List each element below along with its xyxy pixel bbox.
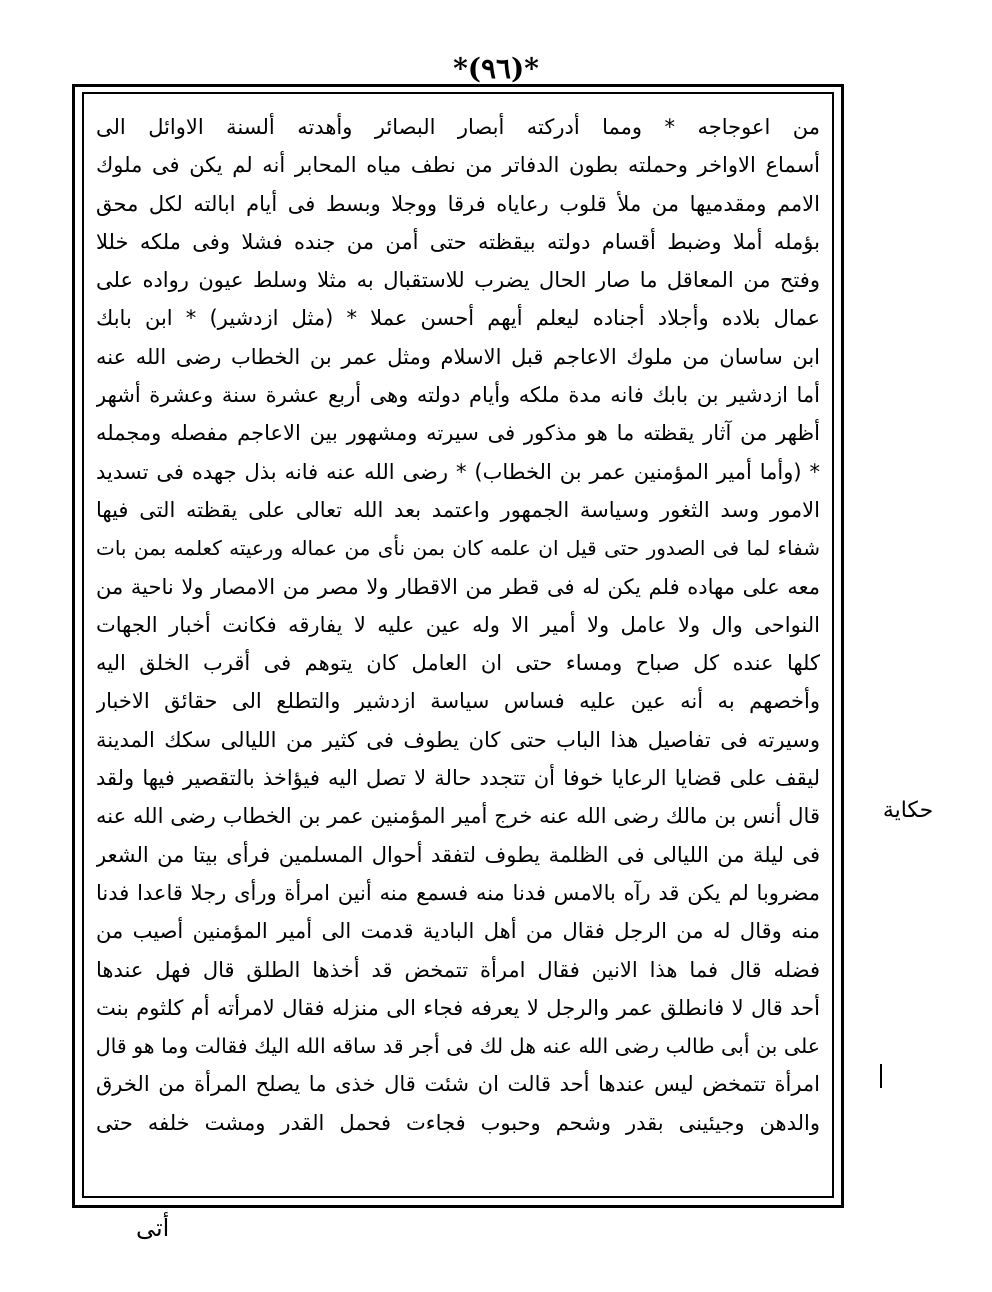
text-line: * (وأما أمير المؤمنين عمر بن الخطاب) * رضى الله عنه فانه بذل جهده فى تسديد xyxy=(96,459,820,484)
text-line: ابن ساسان من ملوك الاعاجم قبل الاسلام ومثل عمر بن الخطاب رضى الله عنه xyxy=(96,344,820,369)
text-line: النواحى وال ولا عامل ولا أمير الا وله عين عليه لا يفارقه فكانت أخبار الجهات xyxy=(96,612,820,637)
main-text-block xyxy=(96,108,820,1188)
text-line: فضله قال فما هذا الانين فقال امرأة تتمخض قد أخذها الطلق قال فهل عندها xyxy=(96,957,820,982)
text-line: امرأة تتمخض ليس عندها أحد قالت ان شئت قال خذى ما يصلح المرأة من الخرق xyxy=(96,1072,820,1097)
text-line: بؤمله أملا وضبط أقسام دولته بيقظته حتى أمن من جنده فشلا وفى ملكه خللا xyxy=(96,229,820,254)
text-line: ليقف على قضايا الرعايا خوفا أن تتجدد حالة لا تصل اليه فيؤاخذ بالتقصير فيها ولقد xyxy=(96,766,820,791)
text-line: أسماع الاواخر وحملته بطون الدفاتر من نطف مياه المحابر أنه لم يكن فى ملوك xyxy=(96,153,820,178)
text-line: وسيرته فى تفاصيل هذا الباب حتى كان يطوف فى كثير من الليالى سكك المدينة xyxy=(96,727,820,752)
text-line: وأخصهم به أنه عين عليه فساس سياسة ازدشير والتطلع الى حقائق الاخبار xyxy=(96,689,820,714)
text-line: وفتح من المعاقل ما صار الحال يضرب للاستقبال به مثلا وسلط عيون رواده على xyxy=(96,268,820,293)
text-line: أما ازدشير بن بابك فانه مدة ملكه وأيام دولته وهى أربع عشرة سنة وعشرة أشهر xyxy=(96,383,820,408)
text-line: معه على مهاده فلم يكن له فى قطر من الاقطار ولا مصر من الامصار ولا ناحية من xyxy=(96,574,820,599)
text-line: أظهر من آثار يقظته ما هو مذكور فى سيرته ومشهور بين الاعاجم مفصله ومجمله xyxy=(96,421,820,446)
text-line: فى ليلة من الليالى فى الظلمة يطوف لتفقد أحوال المسلمين فرأى بيتا من الشعر xyxy=(96,842,820,867)
text-line: والدهن وجيئينى بقدر وشحم وحبوب فجاءت فحمل القدر ومشت خلفه حتى xyxy=(96,1110,820,1135)
text-line: من اعوجاجه * ومما أدركته أبصار البصائر وأهدته ألسنة الاوائل الى xyxy=(96,115,820,139)
text-line: منه وقال له من الرجل فقال من أهل البادية قدمت الى أمير المؤمنين أصيب من xyxy=(96,919,820,944)
text-line: أحد قال لا فانطلق عمر والرجل لا يعرفه فجاء الى منزله فقال لامرأته أم كلثوم بنت xyxy=(96,995,820,1020)
margin-note: حكاية xyxy=(882,798,934,823)
page-number: *(٩٦)* xyxy=(453,52,539,85)
margin-tick-mark xyxy=(880,1064,882,1088)
catchword: أتى xyxy=(136,1214,170,1242)
text-line: كلها عنده كل صباح ومساء حتى ان العامل كان يتوهم فى أقرب الخلق اليه xyxy=(96,651,820,676)
text-line: مضروبا لم يكن قد رآه بالامس فدنا منه فسمع منه أنين امرأة ورأى رجلا قاعدا فدنا xyxy=(96,880,820,905)
text-line: عمال بلاده وأجلاد أجناده ليعلم أيهم أحسن عملا * (مثل ازدشير) * ابن بابك xyxy=(96,306,820,331)
text-line: على بن أبى طالب رضى الله عنه هل لك فى أجر قد ساقه الله اليك فقالت وما هو قال xyxy=(96,1034,820,1059)
text-line: الامم ومقدميها من ملأ قلوب رعاياه فرقا ووجلا وبسط فى أيام ابالته لكل محق xyxy=(96,191,820,216)
text-line: قال أنس بن مالك رضى الله عنه خرج أمير المؤمنين عمر بن الخطاب رضى الله عنه xyxy=(96,804,820,829)
text-line: الامور وسد الثغور وسياسة الجمهور واعتمد بعد الله تعالى على يقظته التى فيها xyxy=(96,497,820,522)
text-line: شفاء لما فى الصدور حتى قيل ان علمه كان بمن نأى من عماله ورعيته كعلمه بمن بات xyxy=(96,536,820,561)
